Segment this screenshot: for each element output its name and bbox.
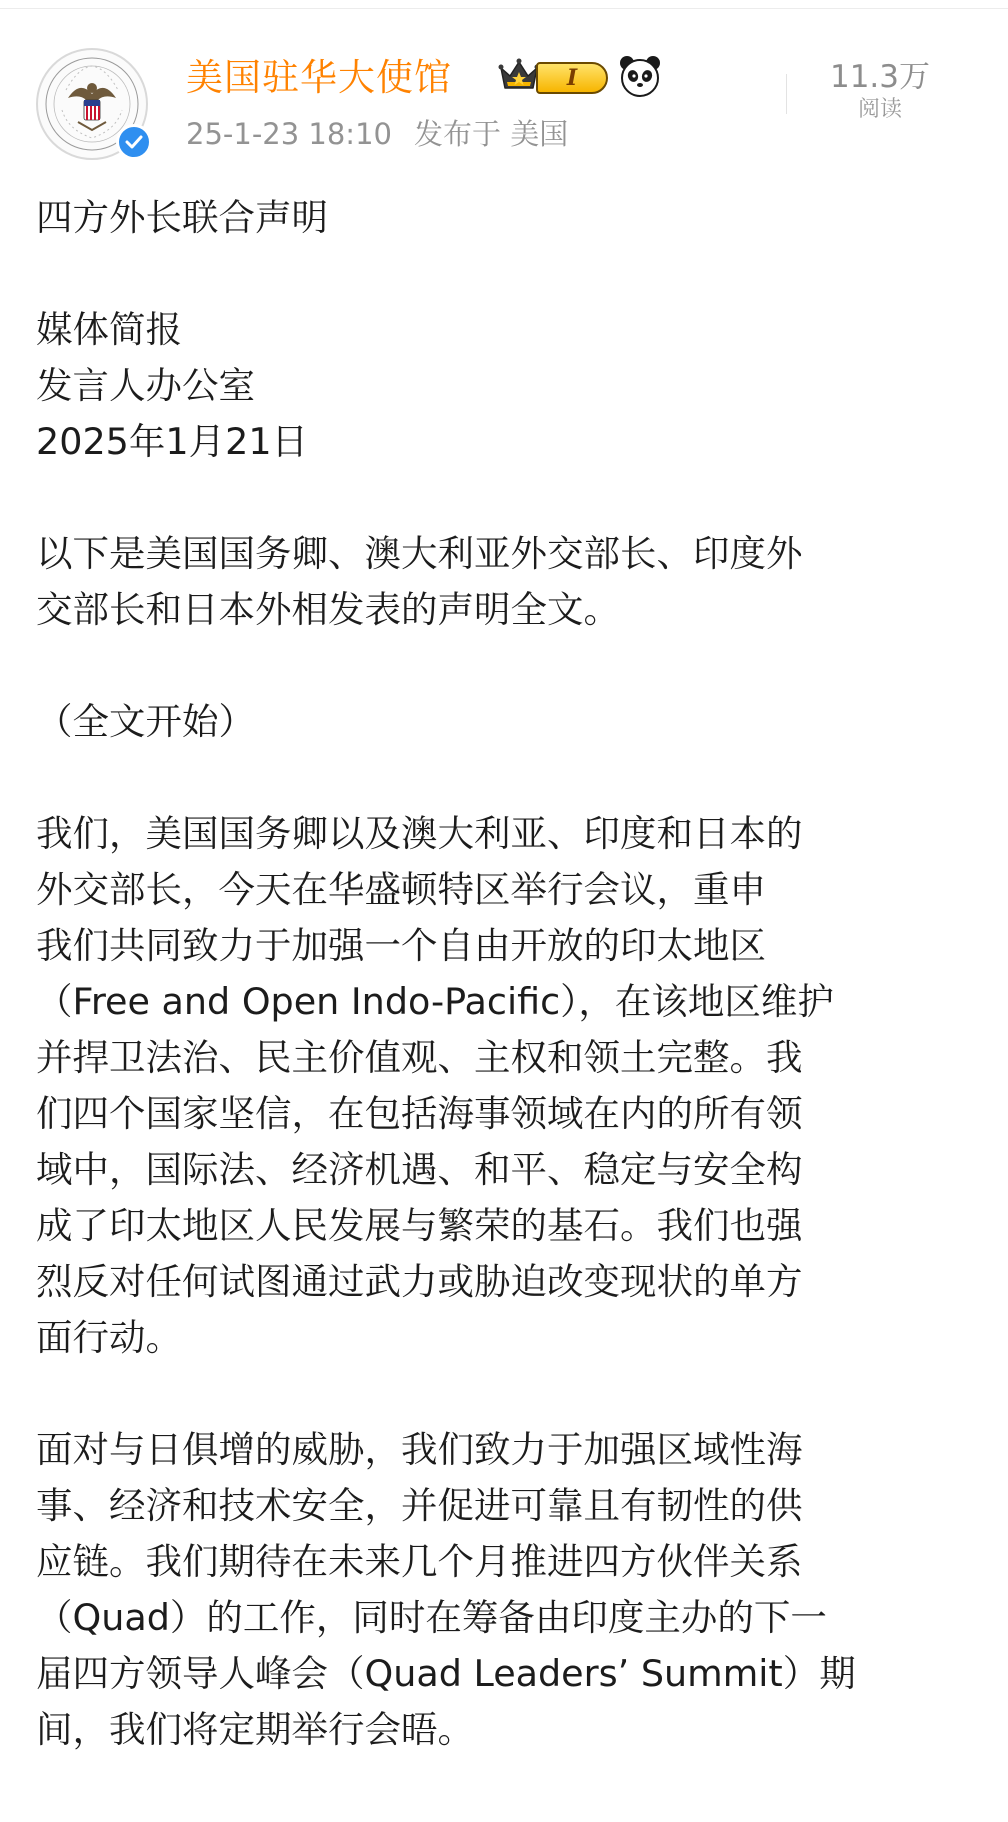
post-line: 们四个国家坚信，在包括海事领域在内的所有领 xyxy=(36,1092,803,1135)
panda-icon[interactable] xyxy=(618,54,662,98)
post-line: 届四方领导人峰会（Quad Leaders’ Summit）期 xyxy=(36,1652,856,1695)
top-divider xyxy=(0,8,1008,9)
post-timestamp[interactable]: 25-1-23 18:10 xyxy=(186,117,392,151)
post-line: 发言人办公室 xyxy=(36,364,255,407)
post-line: 域中，国际法、经济机遇、和平、稳定与安全构 xyxy=(36,1148,803,1191)
post-meta xyxy=(186,114,568,154)
post-line: 烈反对任何试图通过武力或胁迫改变现状的单方 xyxy=(36,1260,803,1303)
verified-icon xyxy=(116,124,152,160)
post-line: 以下是美国国务卿、澳大利亚外交部长、印度外 xyxy=(36,532,803,575)
post-line: （全文开始） xyxy=(36,700,255,743)
post-line: 我们，美国国务卿以及澳大利亚、印度和日本的 xyxy=(36,812,803,855)
post-location: 发布于 美国 xyxy=(413,117,569,151)
blank-line xyxy=(36,470,976,526)
post-line: 成了印太地区人民发展与繁荣的基石。我们也强 xyxy=(36,1204,803,1247)
post-line: 面对与日俱增的威胁，我们致力于加强区域性海 xyxy=(36,1428,803,1471)
post-line: （Quad）的工作，同时在筹备由印度主办的下一 xyxy=(36,1596,827,1639)
post-body xyxy=(36,190,976,1758)
post-line: 媒体简报 xyxy=(36,308,182,351)
post-line: 交部长和日本外相发表的声明全文。 xyxy=(36,588,620,631)
blank-line xyxy=(36,246,976,302)
author-name[interactable]: 美国驻华大使馆 xyxy=(186,56,452,99)
level-badge[interactable]: I xyxy=(536,62,608,94)
blank-line xyxy=(36,750,976,806)
post-content-lines xyxy=(36,246,976,1758)
post-line: 并捍卫法治、民主价值观、主权和领土完整。我 xyxy=(36,1036,803,1079)
post-line: 事、经济和技术安全，并促进可靠且有韧性的供 xyxy=(36,1484,803,1527)
post-line: 外交部长，今天在华盛顿特区举行会议，重申 xyxy=(36,868,766,911)
reads-count: 11.3万 xyxy=(829,59,931,95)
blank-line xyxy=(36,638,976,694)
post-line: 2025年1月21日 xyxy=(36,420,309,463)
post-line: 应链。我们期待在未来几个月推进四方伙伴关系 xyxy=(36,1540,803,1583)
post-line: （Free and Open Indo-Pacific），在该地区维护 xyxy=(36,980,834,1023)
post-title: 四方外长联合声明 xyxy=(36,196,328,239)
header-divider xyxy=(786,74,787,114)
post-line: 间，我们将定期举行会晤。 xyxy=(36,1708,474,1751)
post-line: 面行动。 xyxy=(36,1316,182,1359)
reads-label: 阅读 xyxy=(857,97,902,122)
crown-icon[interactable] xyxy=(498,56,540,94)
post-line: 我们共同致力于加强一个自由开放的印太地区 xyxy=(36,924,766,967)
blank-line xyxy=(36,1366,976,1422)
